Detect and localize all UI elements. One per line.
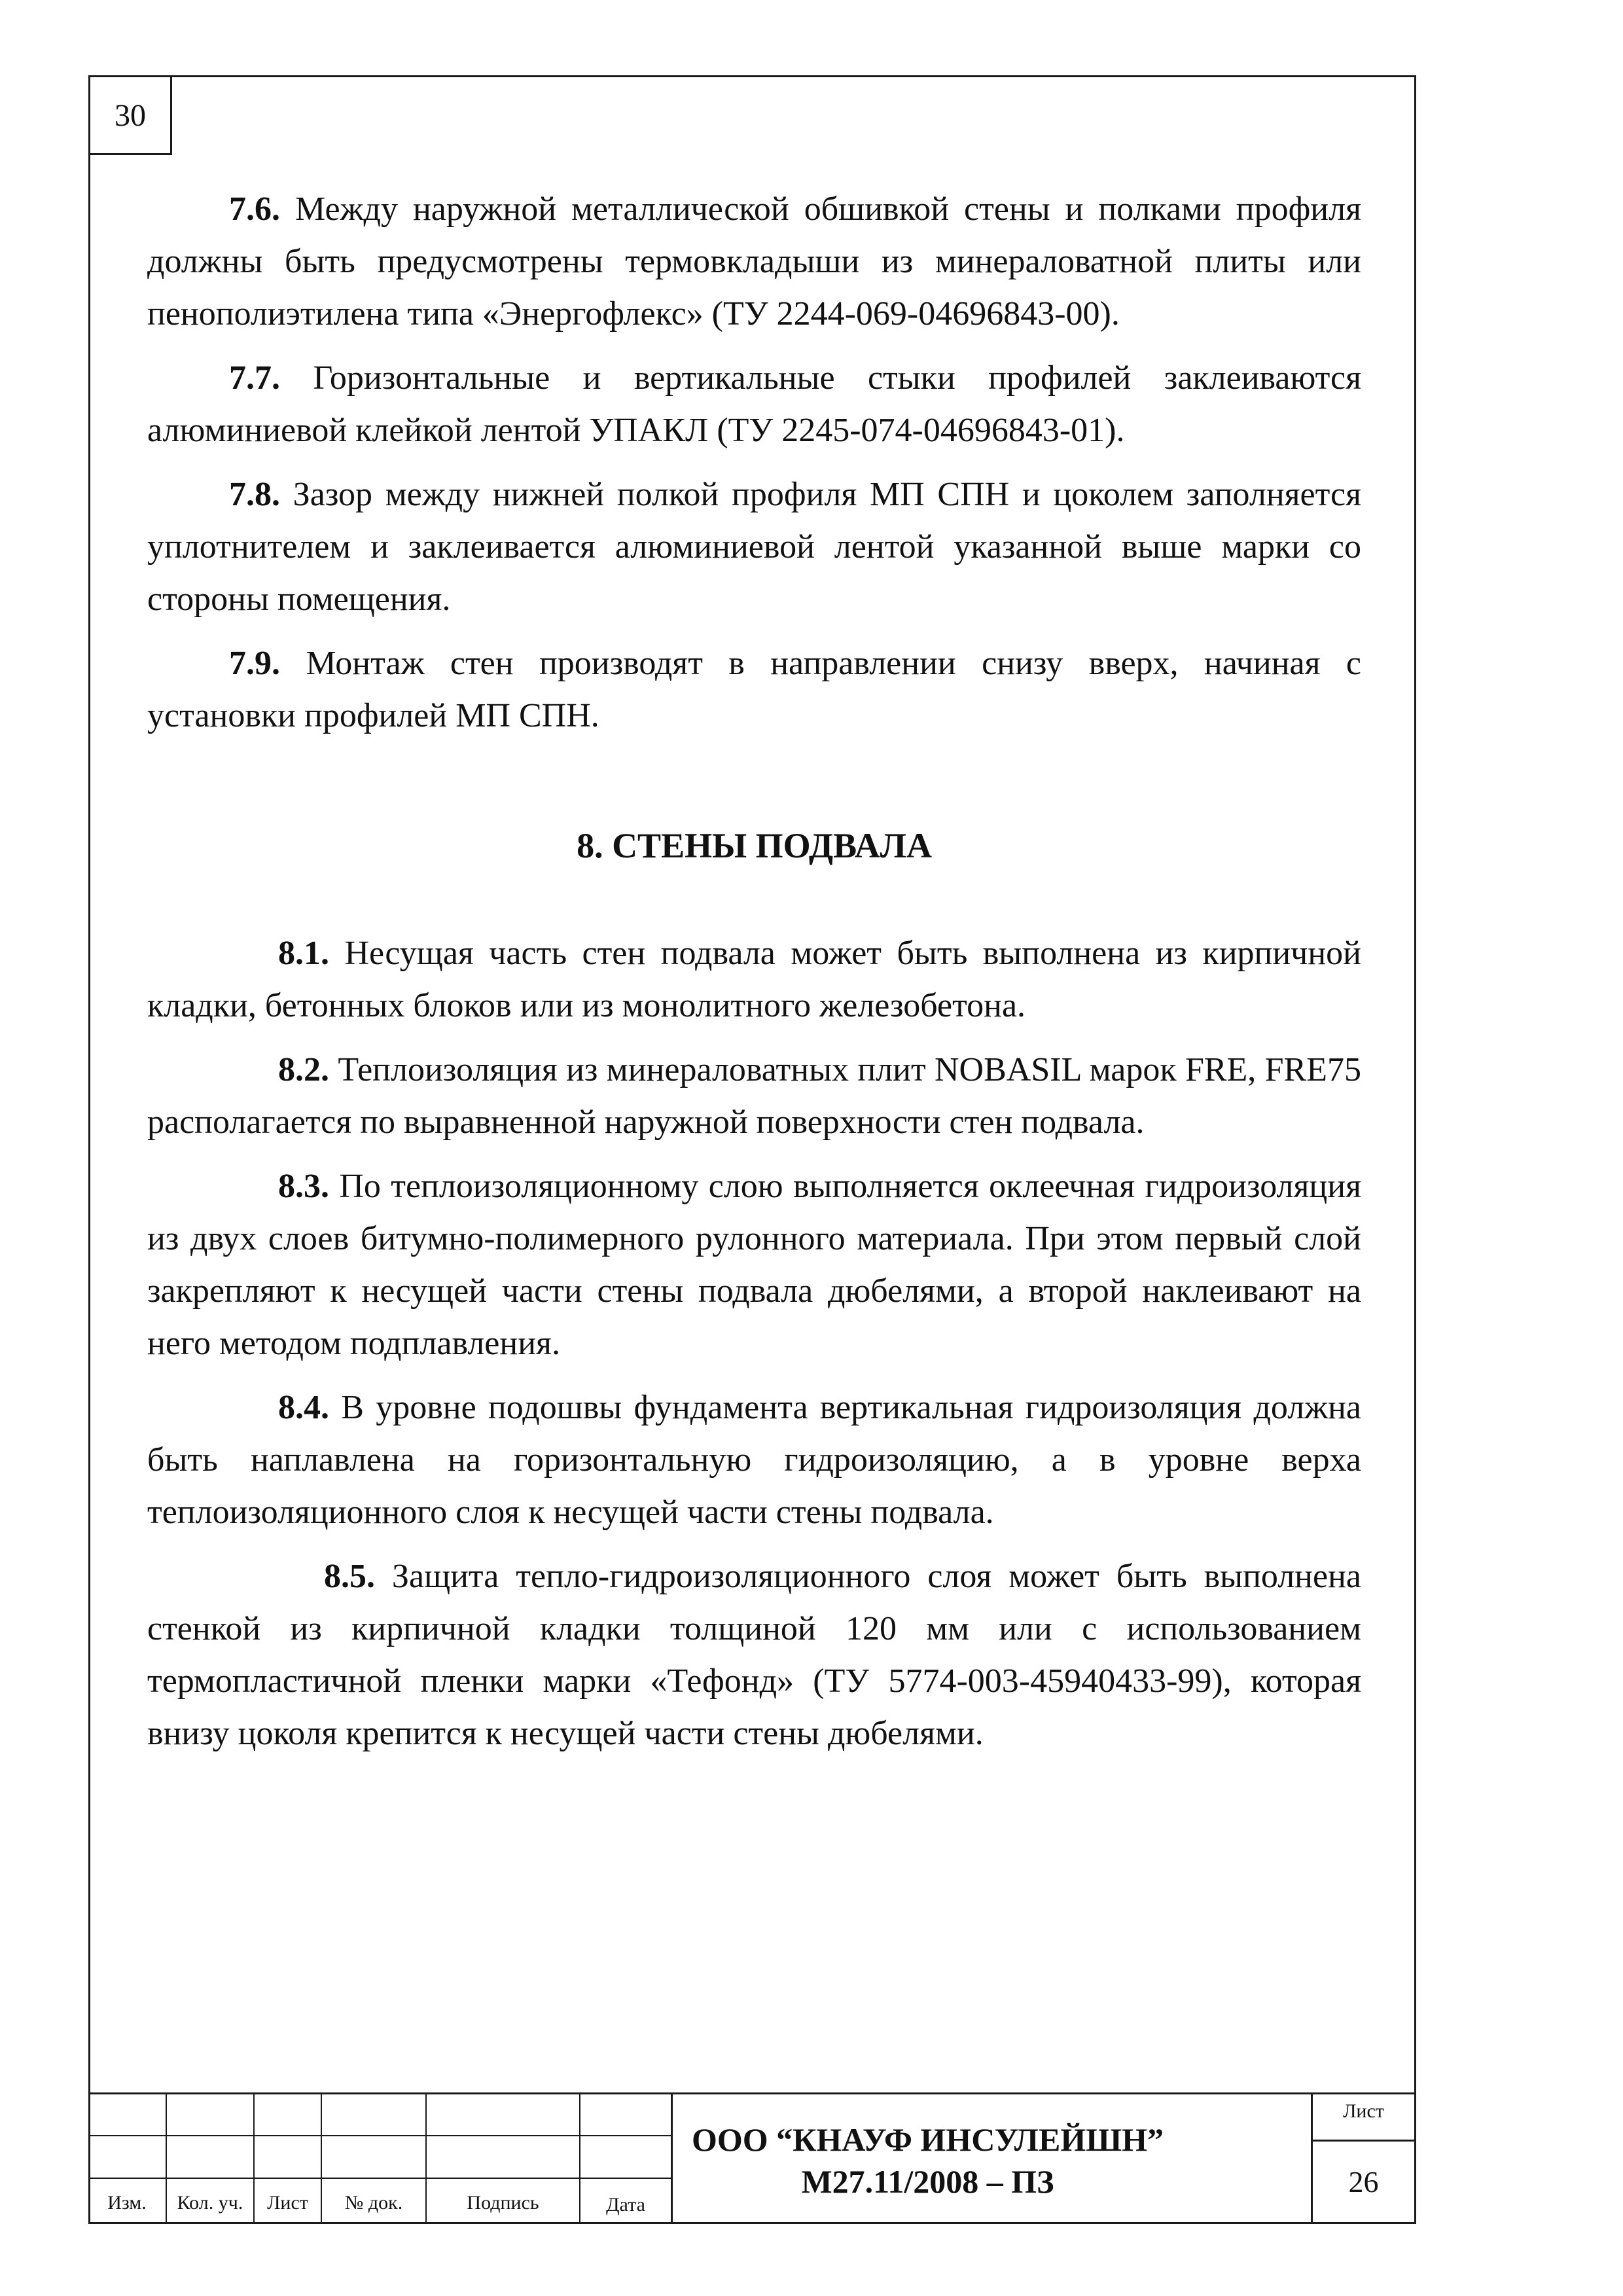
paragraph-7-7 xyxy=(147,352,1361,457)
stamp-org-name: ООО “КНАУФ ИНСУЛЕЙШН” xyxy=(691,2121,1164,2158)
stamp-sheet-label: Лист xyxy=(1343,2100,1384,2122)
paragraph-8-5 xyxy=(147,1551,1361,1760)
stamp-label-date: Дата xyxy=(606,2194,645,2215)
stamp-organization xyxy=(671,2119,1185,2202)
paragraph-number: 7.6. xyxy=(229,190,280,228)
stamp-row-line xyxy=(88,2135,671,2136)
paragraph-number: 7.7. xyxy=(229,359,280,397)
stamp-sheet-number: 26 xyxy=(1348,2165,1379,2198)
stamp-label-list: Лист xyxy=(267,2192,308,2214)
paragraph-number: 7.9. xyxy=(229,645,280,682)
paragraph-8-1 xyxy=(147,927,1361,1032)
section-heading: 8. СТЕНЫ ПОДВАЛА xyxy=(577,826,932,865)
paragraph-number: 8.4. xyxy=(278,1389,329,1426)
paragraph-8-3 xyxy=(147,1160,1361,1370)
page-number: 30 xyxy=(88,75,172,155)
stamp-label-izm: Изм. xyxy=(107,2192,147,2214)
stamp-label-signature: Подпись xyxy=(467,2192,539,2214)
paragraph-7-9 xyxy=(147,637,1361,742)
stamp-top-border xyxy=(88,2092,1416,2094)
paragraph-text: Зазор между нижней полкой профиля МП СПН и цоколем заполняется уплотнителем и заклеивается алюминиевой лентой указанной выше марки со стороны помещения. xyxy=(147,476,1361,618)
paragraph-8-4 xyxy=(147,1382,1361,1539)
paragraph-text: Монтаж стен производят в направлении снизу вверх, начиная с установки профилей МП СПН. xyxy=(147,645,1361,734)
paragraph-number: 8.5. xyxy=(324,1558,375,1595)
paragraph-number: 8.3. xyxy=(278,1168,329,1205)
paragraph-number: 7.8. xyxy=(229,476,280,513)
paragraph-text: Защита тепло-гидроизоляционного слоя может быть выполнена стенкой из кирпичной кладки толщиной 120 мм или с использованием термопластичной пленки марки «Тефонд» (ТУ 5774-003-45940433-99), которая внизу цоколя крепится к несущей части стены дюбелями. xyxy=(147,1558,1361,1752)
stamp-label-kol-uch: Кол. уч. xyxy=(177,2192,243,2214)
stamp-row-line xyxy=(88,2178,671,2179)
paragraph-text: Между наружной металлической обшивкой стены и полками профиля должны быть предусмотрены термовкладыши из минераловатной плиты или пенополиэтилена типа «Энергофлекс» (ТУ 2244-069-04696843-00). xyxy=(147,190,1361,332)
stamp-label-doc-no: № док. xyxy=(344,2192,403,2214)
paragraph-text: По теплоизоляционному слою выполняется оклеечная гидроизоляция из двух слоев битумно-полимерного рулонного материала. При этом первый слой закрепляют к несущей части стены подвала дюбелями, а второй наклеивают на него методом подплавления. xyxy=(147,1168,1361,1362)
paragraph-number: 8.1. xyxy=(278,935,329,972)
paragraph-7-6 xyxy=(147,183,1361,340)
paragraph-text: В уровне подошвы фундамента вертикальная гидроизоляция должна быть наплавлена на горизонтальную гидроизоляцию, а в уровне верха теплоизоляционного слоя к несущей части стены подвала. xyxy=(147,1389,1361,1531)
paragraph-number: 8.2. xyxy=(278,1051,329,1088)
paragraph-text: Горизонтальные и вертикальные стыки профилей заклеиваются алюминиевой клейкой лентой УПАКЛ (ТУ 2245-074-04696843-01). xyxy=(147,359,1361,449)
stamp-doc-code: М27.11/2008 – ПЗ xyxy=(801,2163,1054,2200)
paragraph-text: Несущая часть стен подвала может быть выполнена из кирпичной кладки, бетонных блоков или из монолитного железобетона. xyxy=(147,935,1361,1024)
paragraph-7-8 xyxy=(147,469,1361,626)
paragraph-8-2 xyxy=(147,1044,1361,1149)
document-body xyxy=(147,183,1361,1772)
paragraph-text: Теплоизоляция из минераловатных плит NOBASIL марок FRE, FRE75 располагается по выравненной наружной поверхности стен подвала. xyxy=(147,1051,1361,1141)
stamp-sheet-divider xyxy=(1311,2140,1416,2142)
title-block xyxy=(88,2092,1416,2224)
